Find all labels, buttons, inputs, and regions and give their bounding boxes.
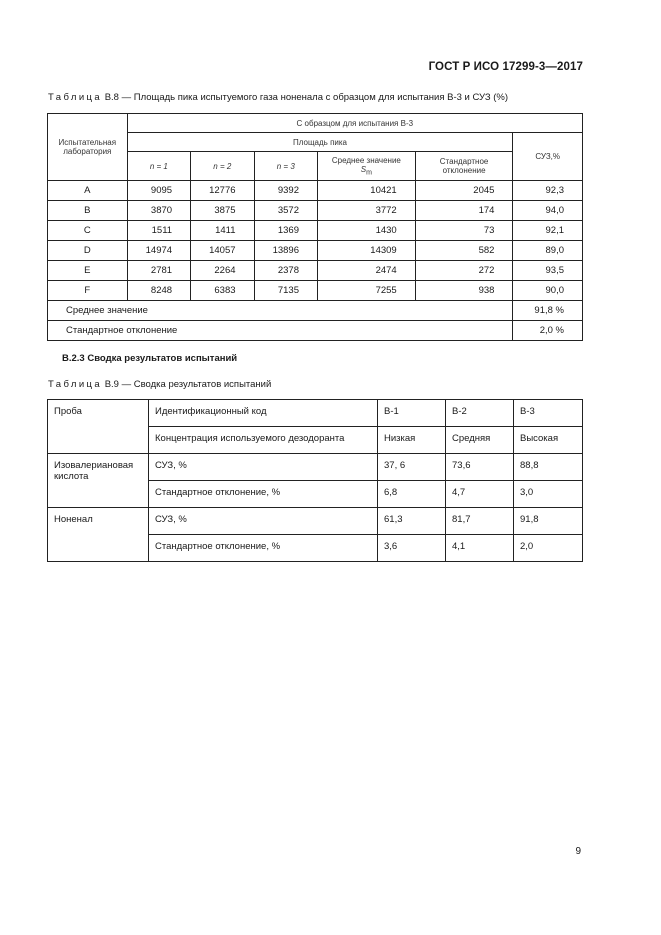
level-b1: Низкая (378, 427, 446, 454)
page-number: 9 (575, 846, 581, 857)
summary-std-value: 2,0 % (513, 321, 583, 341)
table-b8-body (48, 181, 583, 301)
cell-std: 272 (415, 261, 513, 281)
group-nonenal-std-b3: 2,0 (514, 535, 583, 562)
header-mean (318, 152, 416, 181)
level-b2: Средняя (446, 427, 514, 454)
cell-n1: 2781 (127, 261, 190, 281)
cell-suz: 93,5 (513, 261, 583, 281)
group-isovaleric-std-b1: 6,8 (378, 481, 446, 508)
cell-n1: 3870 (127, 201, 190, 221)
cell-suz: 92,3 (513, 181, 583, 201)
code-b3: В-3 (514, 400, 583, 427)
cell-n2: 12776 (191, 181, 254, 201)
table-row (48, 241, 583, 261)
table-b9-caption-prefix: Таблица (48, 379, 103, 390)
group-nonenal-suz-b2: 81,7 (446, 508, 514, 535)
cell-std: 2045 (415, 181, 513, 201)
group-isovaleric-suz-b3: 88,8 (514, 454, 583, 481)
cell-n2: 1411 (191, 221, 254, 241)
level-b3: Высокая (514, 427, 583, 454)
cell-lab: F (48, 281, 128, 301)
cell-std: 938 (415, 281, 513, 301)
group-nonenal-suz-b1: 61,3 (378, 508, 446, 535)
cell-n2: 14057 (191, 241, 254, 261)
group-isovaleric-std-label: Стандартное отклонение, % (149, 481, 378, 508)
header-sample: Проба (48, 400, 149, 454)
cell-n2: 6383 (191, 281, 254, 301)
table-b8-caption-text: В.8 — Площадь пика испытуемого газа ноненала с образцом для испытания В-3 и СУЗ (%) (102, 92, 509, 103)
table-b9-caption (48, 379, 271, 390)
header-mean-label: Среднее значение (331, 155, 401, 165)
header-n1: n = 1 (127, 152, 190, 181)
header-lab: Испытательная лаборатория (48, 114, 128, 181)
cell-n1: 9095 (127, 181, 190, 201)
cell-std: 73 (415, 221, 513, 241)
group-nonenal-suz-label: СУЗ, % (149, 508, 378, 535)
cell-n3: 9392 (254, 181, 317, 201)
document-header: ГОСТ Р ИСО 17299-3—2017 (428, 61, 583, 73)
cell-std: 582 (415, 241, 513, 261)
cell-n1: 1511 (127, 221, 190, 241)
cell-mean: 3772 (318, 201, 416, 221)
group-nonenal-std-b2: 4,1 (446, 535, 514, 562)
cell-mean: 1430 (318, 221, 416, 241)
table-b9-caption-text: В.9 — Сводка результатов испытаний (102, 379, 272, 390)
table-row (48, 221, 583, 241)
cell-n1: 8248 (127, 281, 190, 301)
table-b8-caption-prefix: Таблица (48, 92, 103, 103)
header-peak: Площадь пика (127, 133, 513, 152)
cell-n3: 2378 (254, 261, 317, 281)
cell-mean: 7255 (318, 281, 416, 301)
cell-n3: 7135 (254, 281, 317, 301)
header-mean-symbol: $S_m$ (360, 164, 372, 177)
cell-n1: 14974 (127, 241, 190, 261)
cell-n2: 3875 (191, 201, 254, 221)
cell-suz: 94,0 (513, 201, 583, 221)
group-nonenal-std-b1: 3,6 (378, 535, 446, 562)
cell-lab: C (48, 221, 128, 241)
summary-std-label: Стандартное отклонение (48, 321, 513, 341)
cell-mean: 2474 (318, 261, 416, 281)
group-nonenal-name: Ноненал (48, 508, 149, 562)
code-b2: В-2 (446, 400, 514, 427)
header-std: Стандартное отклонение (415, 152, 513, 181)
table-b8-caption (48, 92, 508, 103)
cell-suz: 90,0 (513, 281, 583, 301)
cell-lab: A (48, 181, 128, 201)
cell-mean: 10421 (318, 181, 416, 201)
cell-std: 174 (415, 201, 513, 221)
code-b1: В-1 (378, 400, 446, 427)
group-isovaleric-suz-b1: 37, 6 (378, 454, 446, 481)
header-n3: n = 3 (254, 152, 317, 181)
summary-mean-label: Среднее значение (48, 301, 513, 321)
group-isovaleric-std-b2: 4,7 (446, 481, 514, 508)
group-isovaleric-suz-label: СУЗ, % (149, 454, 378, 481)
table-row (48, 281, 583, 301)
group-nonenal-std-label: Стандартное отклонение, % (149, 535, 378, 562)
group-isovaleric-name: Изовалериановая кислота (48, 454, 149, 508)
table-b9 (47, 399, 583, 562)
cell-lab: E (48, 261, 128, 281)
cell-n3: 3572 (254, 201, 317, 221)
cell-n3: 1369 (254, 221, 317, 241)
cell-lab: B (48, 201, 128, 221)
header-suz: СУЗ,% (513, 133, 583, 181)
header-group: С образцом для испытания В-3 (127, 114, 582, 133)
section-title: B.2.3 Сводка результатов испытаний (62, 353, 238, 364)
group-isovaleric-std-b3: 3,0 (514, 481, 583, 508)
header-id-code: Идентификационный код (149, 400, 378, 427)
header-n2: n = 2 (191, 152, 254, 181)
cell-lab: D (48, 241, 128, 261)
cell-suz: 89,0 (513, 241, 583, 261)
cell-n2: 2264 (191, 261, 254, 281)
table-b8 (47, 113, 583, 341)
group-isovaleric-suz-b2: 73,6 (446, 454, 514, 481)
header-concentration: Концентрация используемого дезодоранта (149, 427, 378, 454)
table-row (48, 201, 583, 221)
cell-mean: 14309 (318, 241, 416, 261)
group-nonenal-suz-b3: 91,8 (514, 508, 583, 535)
cell-n3: 13896 (254, 241, 317, 261)
table-row (48, 181, 583, 201)
summary-mean-value: 91,8 % (513, 301, 583, 321)
cell-suz: 92,1 (513, 221, 583, 241)
table-row (48, 261, 583, 281)
